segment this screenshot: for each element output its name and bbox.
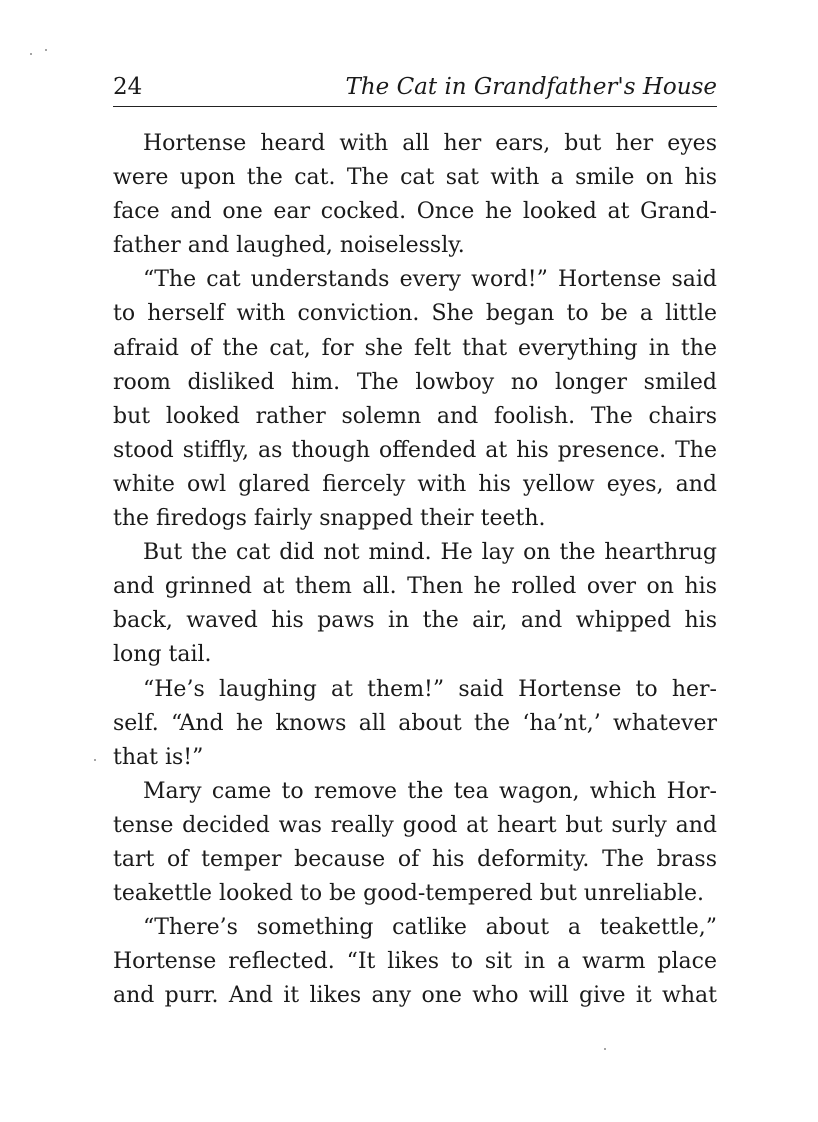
text-line: the firedogs fairly snapped their teeth.: [113, 506, 546, 532]
text-line: tart of temper because of his deformity. The brass: [113, 846, 717, 872]
text-line: but looked rather solemn and foolish. The chairs: [113, 403, 717, 429]
text-line: Hortense reflected. “It likes to sit in a warm place: [113, 949, 717, 975]
book-page: [113, 72, 717, 1013]
text-line: afraid of the cat, for she felt that everything in the: [113, 335, 717, 361]
text-line: teakettle looked to be good-tempered but unreliable.: [113, 881, 704, 907]
text-line: face and one ear cocked. Once he looked at Grand-: [113, 199, 717, 225]
running-header: [113, 72, 717, 107]
text-line: Mary came to remove the tea wagon, which Hor-: [143, 778, 717, 804]
text-line: long tail.: [113, 642, 212, 668]
text-line: and grinned at them all. Then he rolled over on his: [113, 574, 717, 600]
scan-speck: [604, 1048, 606, 1050]
text-line: father and laughed, noiselessly.: [113, 233, 465, 259]
text-line: “There’s something catlike about a teakettle,”: [143, 915, 717, 941]
text-line: “He’s laughing at them!” said Hortense to her-: [143, 676, 717, 702]
text-line: back, waved his paws in the air, and whipped his: [113, 608, 717, 634]
text-line: that is!”: [113, 744, 204, 770]
scan-speck: [30, 53, 32, 55]
body-text: [113, 127, 717, 1013]
page-number: 24: [113, 74, 143, 100]
scan-speck: [94, 759, 96, 761]
text-line: stood stiffly, as though offended at his presence. The: [113, 437, 717, 463]
text-line: to herself with conviction. She began to be a little: [113, 301, 717, 327]
text-line: and purr. And it likes any one who will give it what: [113, 983, 717, 1009]
text-line: white owl glared fiercely with his yellow eyes, and: [113, 471, 717, 497]
book-title: The Cat in Grandfather's House: [345, 74, 717, 100]
text-line: room disliked him. The lowboy no longer smiled: [113, 369, 717, 395]
text-line: tense decided was really good at heart but surly and: [113, 812, 717, 838]
text-line: self. “And he knows all about the ‘ha’nt,’ whatever: [113, 710, 717, 736]
scan-speck: [45, 49, 47, 51]
text-line: “The cat understands every word!” Hortense said: [143, 267, 717, 293]
text-line: were upon the cat. The cat sat with a smile on his: [113, 165, 717, 191]
text-line: But the cat did not mind. He lay on the hearthrug: [143, 540, 717, 566]
text-line: Hortense heard with all her ears, but her eyes: [143, 131, 717, 156]
